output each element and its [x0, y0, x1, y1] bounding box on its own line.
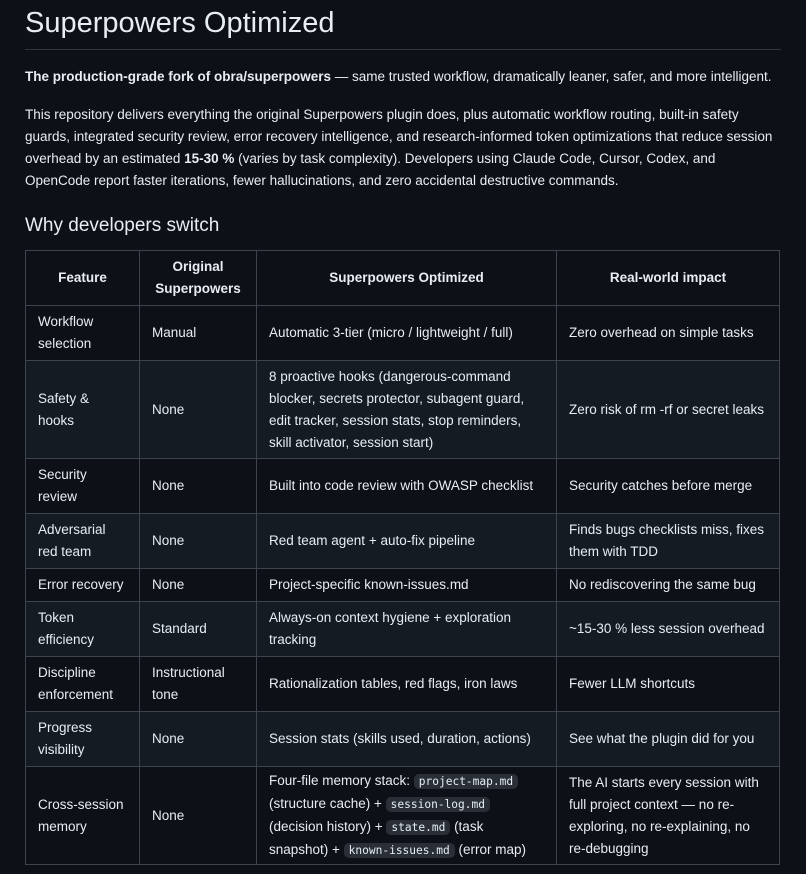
- cell-optimized: [257, 767, 557, 865]
- cell-original: None: [140, 712, 257, 767]
- cell-feature: Discipline enforcement: [26, 657, 140, 712]
- memory-text-4: (task snapshot) +: [269, 818, 484, 857]
- desc-after: (varies by task complexity). Developers using Claude Code, Cursor, Codex, and OpenCode report faster iterations, fewer hallucinations, and zero accidental destructive commands.: [25, 151, 716, 188]
- section-heading: Why developers switch: [25, 215, 220, 236]
- cell-feature: Workflow selection: [26, 306, 140, 361]
- cell-original: None: [140, 514, 257, 569]
- cell-original: Manual: [140, 306, 257, 361]
- intro-rest: — same trusted workflow, dramatically leaner, safer, and more intelligent.: [331, 69, 772, 84]
- header-original: Original Superpowers: [140, 251, 257, 306]
- code-project-map: project-map.md: [414, 774, 518, 789]
- cell-impact: Security catches before merge: [557, 459, 780, 514]
- table-row: [26, 569, 780, 602]
- memory-text-5: (error map): [454, 841, 526, 857]
- cell-feature: Progress visibility: [26, 712, 140, 767]
- table-row: [26, 514, 780, 569]
- readme-content: [25, 0, 781, 865]
- cell-original: Instructional tone: [140, 657, 257, 712]
- cell-impact: Zero overhead on simple tasks: [557, 306, 780, 361]
- cell-optimized: Built into code review with OWASP checklist: [257, 459, 557, 514]
- desc-bold: 15-30 %: [184, 151, 235, 166]
- cell-impact: The AI starts every session with full project context — no re-exploring, no re-explaining, no re-debugging: [557, 767, 780, 865]
- cell-feature: Adversarial red team: [26, 514, 140, 569]
- table-header-row: [26, 251, 780, 306]
- table-row: [26, 361, 780, 459]
- table-row: [26, 306, 780, 361]
- cell-impact: Finds bugs checklists miss, fixes them with TDD: [557, 514, 780, 569]
- cell-original: None: [140, 459, 257, 514]
- description-paragraph: [25, 104, 781, 192]
- table-row: [26, 767, 780, 865]
- cell-impact: No rediscovering the same bug: [557, 569, 780, 602]
- code-state: state.md: [386, 820, 450, 835]
- table-row: [26, 459, 780, 514]
- cell-optimized: Project-specific known-issues.md: [257, 569, 557, 602]
- header-feature: Feature: [26, 251, 140, 306]
- cell-feature: Security review: [26, 459, 140, 514]
- header-impact: Real-world impact: [557, 251, 780, 306]
- memory-text-1: Four-file memory stack:: [269, 772, 414, 788]
- cell-original: None: [140, 361, 257, 459]
- cell-feature: Token efficiency: [26, 602, 140, 657]
- cell-feature: Error recovery: [26, 569, 140, 602]
- header-optimized: Superpowers Optimized: [257, 251, 557, 306]
- table-row: [26, 712, 780, 767]
- desc-before: This repository delivers everything the original Superpowers plugin does, plus automatic workflow routing, built-in safety guards, integrated security review, error recovery intelligence, and research-informed token optimizations that reduce session overhead by an estimated: [25, 107, 773, 166]
- cell-impact: Zero risk of rm -rf or secret leaks: [557, 361, 780, 459]
- code-known-issues: known-issues.md: [344, 843, 455, 858]
- page-title: Superpowers Optimized: [25, 0, 781, 50]
- cell-optimized: Session stats (skills used, duration, actions): [257, 712, 557, 767]
- cell-impact: See what the plugin did for you: [557, 712, 780, 767]
- cell-original: Standard: [140, 602, 257, 657]
- cell-optimized: Always-on context hygiene + exploration tracking: [257, 602, 557, 657]
- cell-optimized: Automatic 3-tier (micro / lightweight / full): [257, 306, 557, 361]
- table-row: [26, 657, 780, 712]
- intro-bold: The production-grade fork of obra/superpowers: [25, 69, 332, 84]
- memory-text-3: (decision history) +: [269, 818, 387, 834]
- cell-original: None: [140, 767, 257, 865]
- code-session-log: session-log.md: [386, 797, 490, 812]
- cell-original: None: [140, 569, 257, 602]
- comparison-table: [25, 250, 780, 865]
- intro-paragraph: [25, 66, 781, 88]
- cell-impact: Fewer LLM shortcuts: [557, 657, 780, 712]
- cell-feature: Safety & hooks: [26, 361, 140, 459]
- cell-feature: Cross-session memory: [26, 767, 140, 865]
- table-row: [26, 602, 780, 657]
- cell-optimized: Rationalization tables, red flags, iron laws: [257, 657, 557, 712]
- memory-text-2: (structure cache) +: [269, 795, 386, 811]
- cell-optimized: 8 proactive hooks (dangerous-command blocker, secrets protector, subagent guard, edit tracker, session stats, stop reminders, skill activator, session start): [257, 361, 557, 459]
- cell-impact: ~15-30 % less session overhead: [557, 602, 780, 657]
- cell-optimized: Red team agent + auto-fix pipeline: [257, 514, 557, 569]
